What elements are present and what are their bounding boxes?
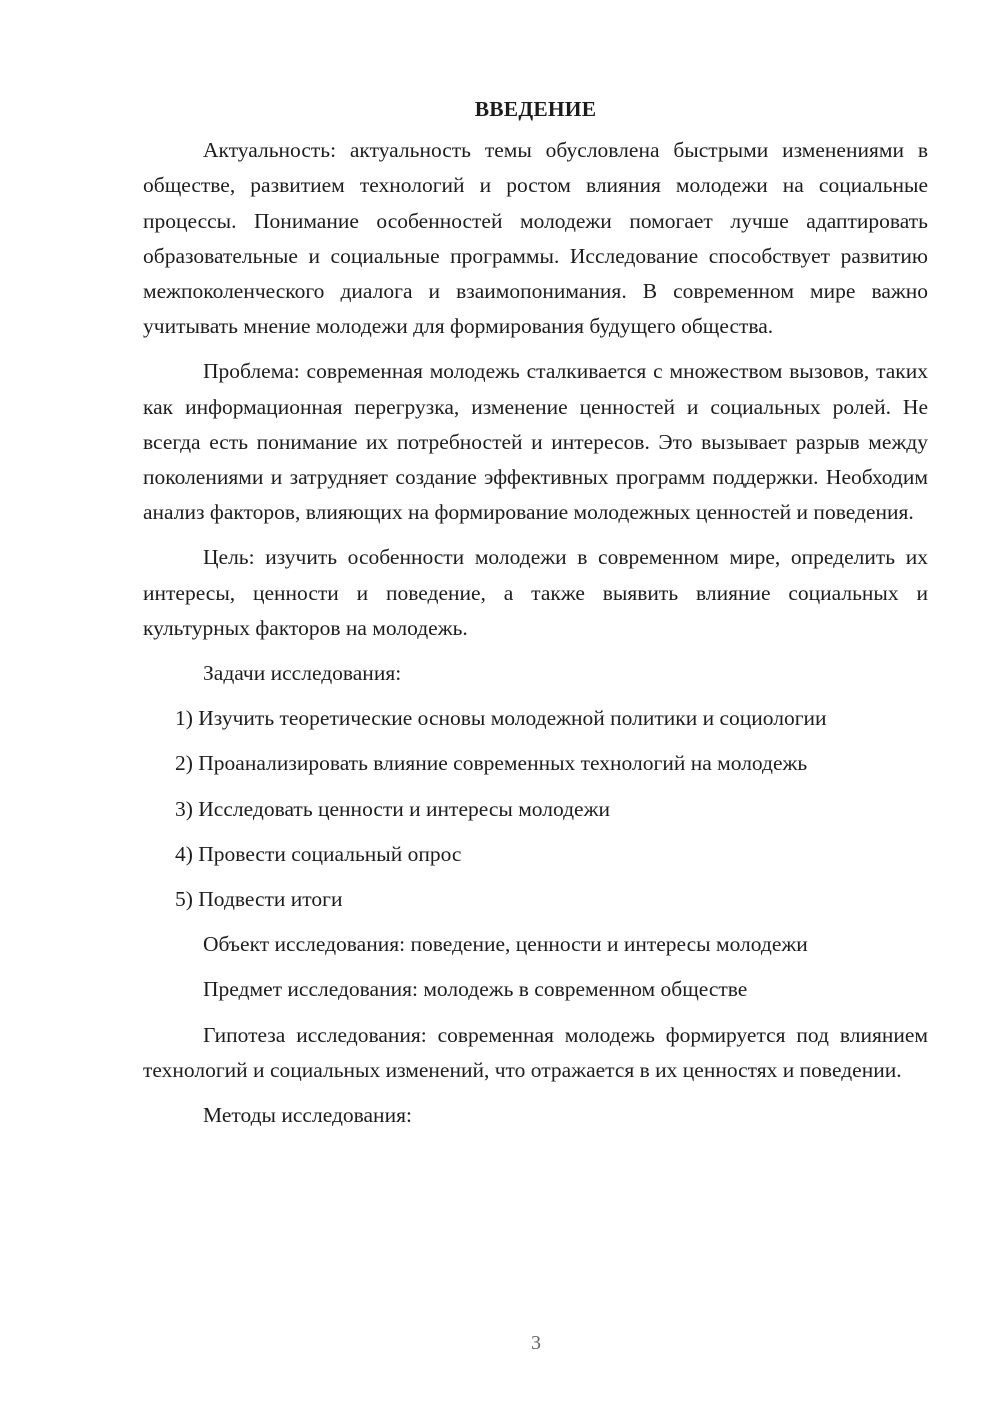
- list-item: 1) Изучить теоретические основы молодежной политики и социологии: [175, 706, 827, 731]
- subject-paragraph: Предмет исследования: молодежь в современном обществе: [203, 977, 748, 1002]
- page-title: ВВЕДЕНИЕ: [474, 97, 597, 121]
- list-item: 4) Провести социальный опрос: [175, 841, 462, 866]
- methods-heading: Методы исследования:: [203, 1103, 412, 1128]
- page-number: 3: [531, 1332, 541, 1354]
- list-item: 3) Исследовать ценности и интересы молодежи: [175, 796, 610, 821]
- page-content: [143, 92, 928, 1143]
- list-item: 5) Подвести итоги: [175, 887, 343, 912]
- problem-paragraph: Проблема: современная молодежь сталкивается с множеством вызовов, таких как информационная перегрузка, изменение ценностей и социальных ролей. Не всегда есть понимание их потребностей и интересов. Это вызывает разрыв между поколениями и затрудняет создание эффективных программ поддержки. Необходим анализ факторов, влияющих на формирование молодежных ценностей и поведения.: [143, 359, 928, 525]
- object-paragraph: Объект исследования: поведение, ценности и интересы молодежи: [203, 932, 808, 957]
- hypothesis-paragraph: Гипотеза исследования: современная молодежь формируется под влиянием технологий и социальных изменений, что отражается в их ценностях и поведении.: [143, 1022, 928, 1082]
- list-item: 2) Проанализировать влияние современных технологий на молодежь: [175, 751, 808, 776]
- tasks-heading: Задачи исследования:: [203, 661, 402, 686]
- goal-paragraph: Цель: изучить особенности молодежи в современном мире, определить их интересы, ценности и поведение, а также выявить влияние социальных и культурных факторов на молодежь.: [143, 545, 928, 640]
- relevance-paragraph: Актуальность: актуальность темы обусловлена быстрыми изменениями в обществе, развитием технологий и ростом влияния молодежи на социальные процессы. Понимание особенностей молодежи помогает лучше адаптировать образовательные и социальные программы. Исследование способствует развитию межпоколенческого диалога и взаимопонимания. В современном мире важно учитывать мнение молодежи для формирования будущего общества.: [143, 138, 928, 339]
- tasks-list: [143, 701, 928, 917]
